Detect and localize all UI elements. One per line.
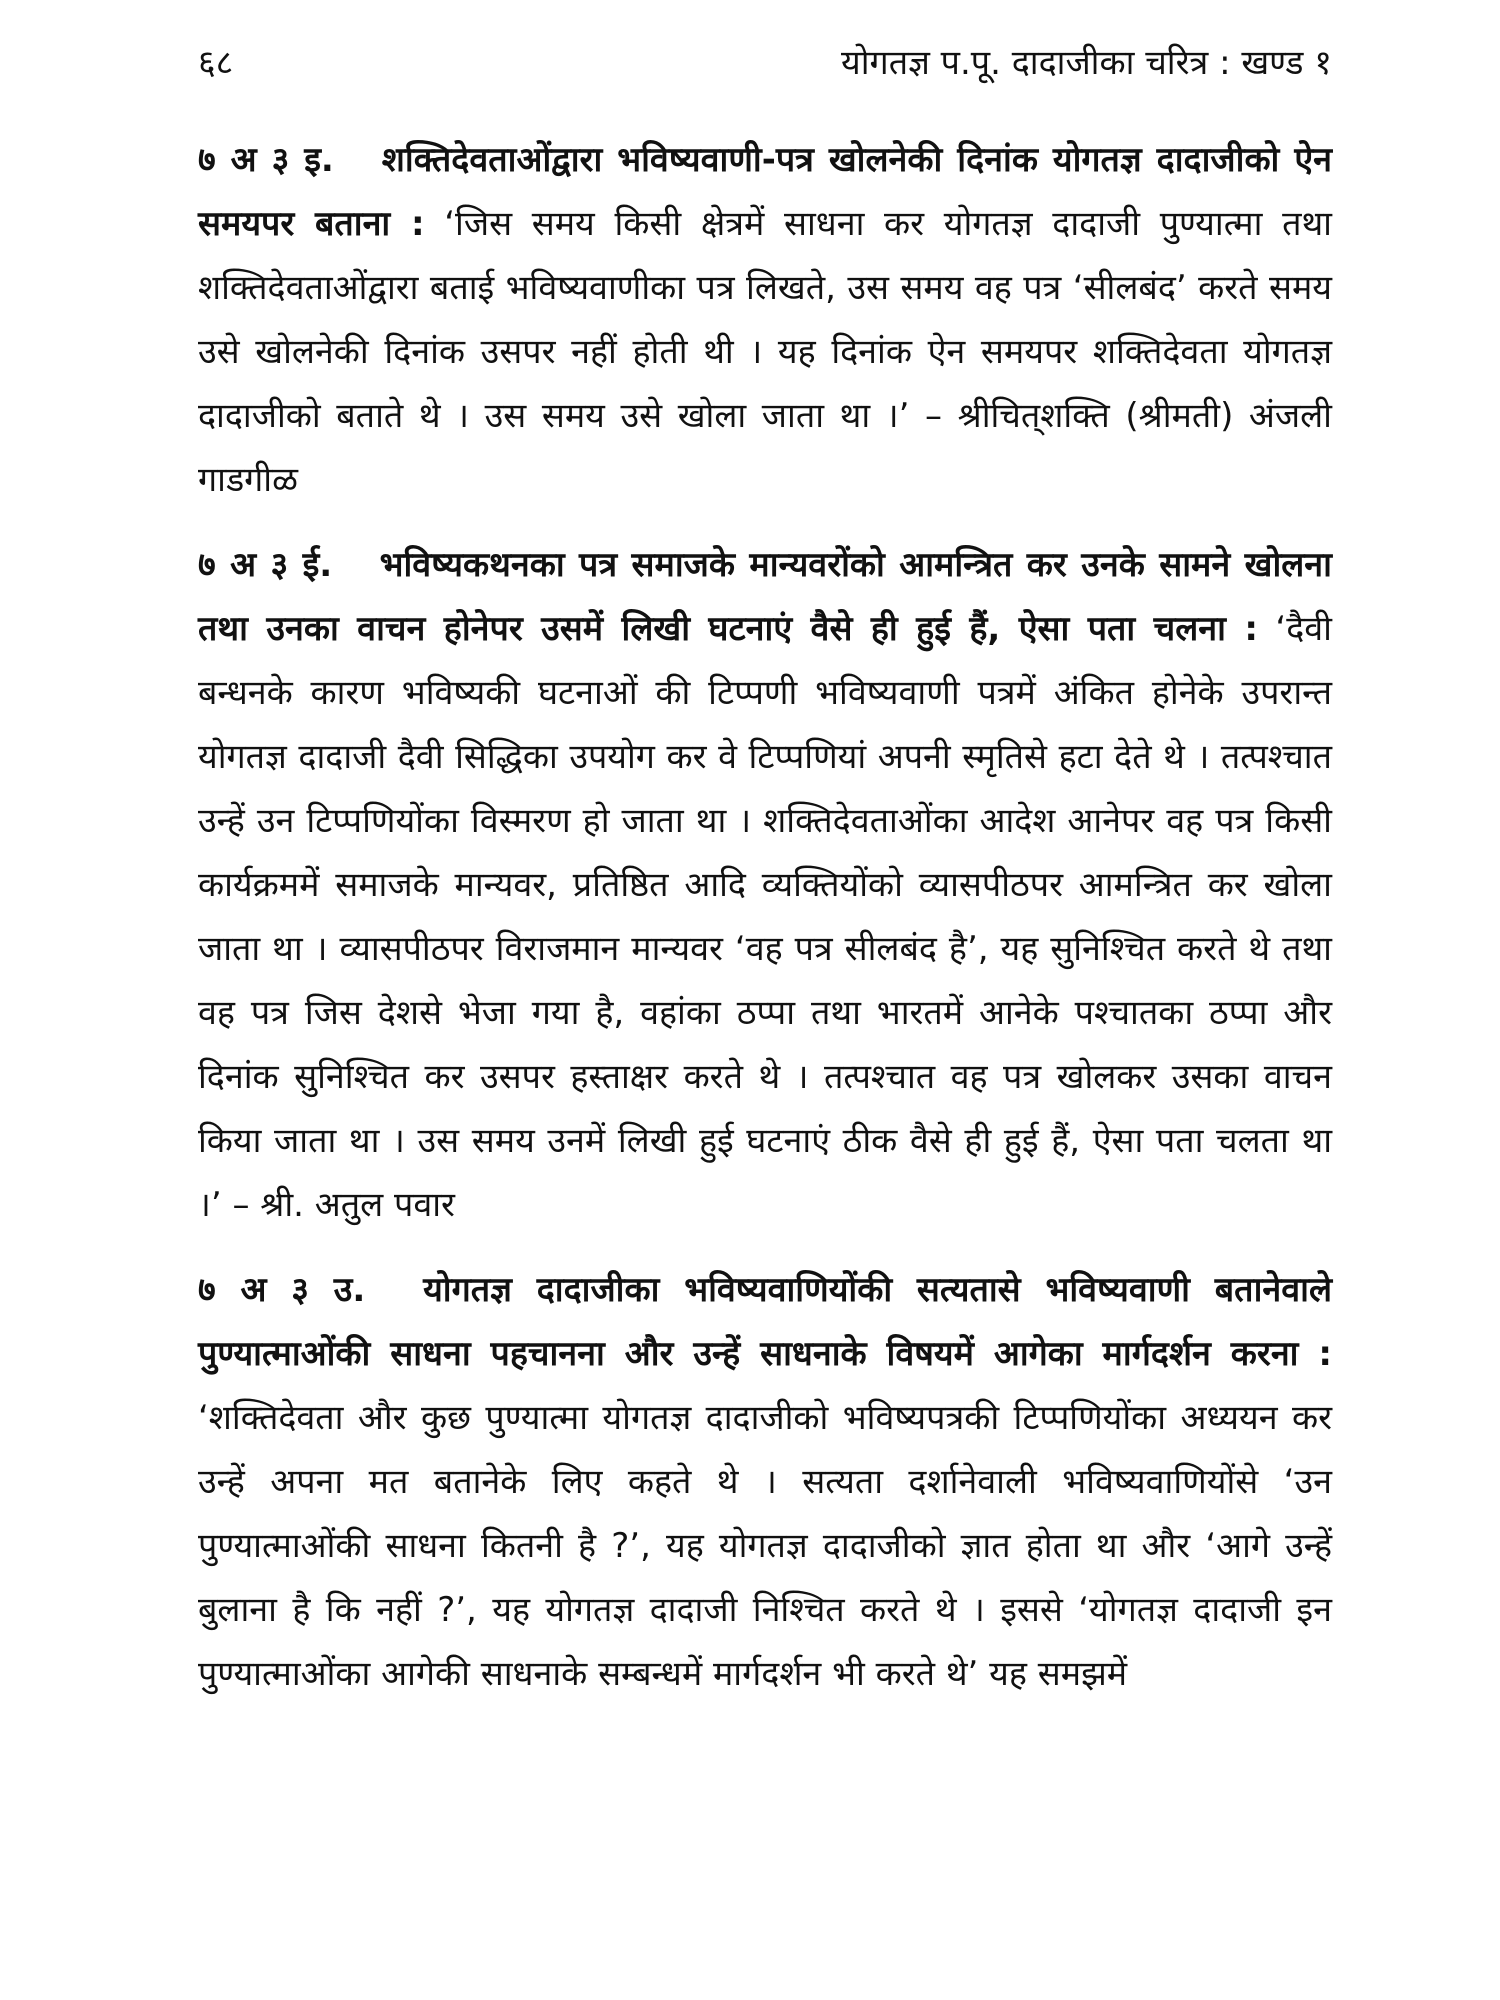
section-number: ७ अ ३ उ. [198, 1270, 366, 1310]
section-text: ‘शक्तिदेवता और कुछ पुण्यात्मा योगतज्ञ दादाजीको भविष्यपत्रकी टिप्पणियोंका अध्ययन कर उन्हें अपना मत बतानेके लिए कहते थे । सत्यता दर्शानेवाली भविष्यवाणियोंसे ‘उन पुण्यात्माओंकी साधना कितनी है ?’, यह योगतज्ञ दादाजीको ज्ञात होता था और ‘आगे उन्हें बुलाना है कि नहीं ?’, यह योगतज्ञ दादाजी निश्चित करते थे । इससे ‘योगतज्ञ दादाजी इन पुण्यात्माओंका आगेकी साधनाके सम्बन्धमें मार्गदर्शन भी करते थे’ यह समझमें [198, 1398, 1332, 1694]
section-heading: योगतज्ञ दादाजीका भविष्यवाणियोंकी सत्यतासे भविष्यवाणी बतानेवाले पुण्यात्माओंकी साधना पहचानना और उन्हें साधनाके विषयमें आगेका मार्गदर्शन करना : [198, 1270, 1333, 1374]
running-title: योगतज्ञ प.पू. दादाजीका चरित्र : खण्ड १ [841, 43, 1332, 83]
page-number: ६८ [198, 43, 234, 83]
section-heading: भविष्यकथनका पत्र समाजके मान्यवरोंको आमन्त्रित कर उनके सामने खोलना तथा उनका वाचन होनेपर उसमें लिखी घटनाएं वैसे ही हुई हैं, ऐसा पता चलना : [198, 545, 1332, 649]
section-heading: शक्तिदेवताओंद्वारा भविष्यवाणी-पत्र खोलनेकी दिनांक योगतज्ञ दादाजीको ऐन समयपर बताना : [198, 140, 1332, 244]
section-number: ७ अ ३ ई. [198, 545, 333, 585]
page-header [198, 38, 1332, 88]
page-body [198, 128, 1332, 1727]
section-number: ७ अ ३ इ. [198, 140, 334, 180]
section-7a3u [198, 1258, 1332, 1706]
section-text: ‘जिस समय किसी क्षेत्रमें साधना कर योगतज्ञ दादाजी पुण्यात्मा तथा शक्तिदेवताओंद्वारा बताई भविष्यवाणीका पत्र लिखते, उस समय वह पत्र ‘सीलबंद’ करते समय उसे खोलनेकी दिनांक उसपर नहीं होती थी । यह दिनांक ऐन समयपर शक्तिदेवता योगतज्ञ दादाजीको बताते थे । उस समय उसे खोला जाता था ।’ – श्रीचित्‌शक्ति (श्रीमती) अंजली गाडगीळ [198, 204, 1332, 500]
section-7a3ii [198, 533, 1332, 1237]
section-7a3i [198, 128, 1332, 512]
section-text: ‘दैवी बन्धनके कारण भविष्यकी घटनाओं की टिप्पणी भविष्यवाणी पत्रमें अंकित होनेके उपरान्त योगतज्ञ दादाजी दैवी सिद्धिका उपयोग कर वे टिप्पणियां अपनी स्मृतिसे हटा देते थे । तत्पश्चात उन्हें उन टिप्पणियोंका विस्मरण हो जाता था । शक्तिदेवताओंका आदेश आनेपर वह पत्र किसी कार्यक्रममें समाजके मान्यवर, प्रतिष्ठित आदि व्यक्तियोंको व्यासपीठपर आमन्त्रित कर खोला जाता था । व्यासपीठपर विराजमान मान्यवर ‘वह पत्र सीलबंद है’, यह सुनिश्चित करते थे तथा वह पत्र जिस देशसे भेजा गया है, वहांका ठप्पा तथा भारतमें आनेके पश्चातका ठप्पा और दिनांक सुनिश्चित कर उसपर हस्ताक्षर करते थे । तत्पश्चात वह पत्र खोलकर उसका वाचन किया जाता था । उस समय उनमें लिखी हुई घटनाएं ठीक वैसे ही हुई हैं, ऐसा पता चलता था ।’ – श्री. अतुल पवार [198, 609, 1332, 1225]
